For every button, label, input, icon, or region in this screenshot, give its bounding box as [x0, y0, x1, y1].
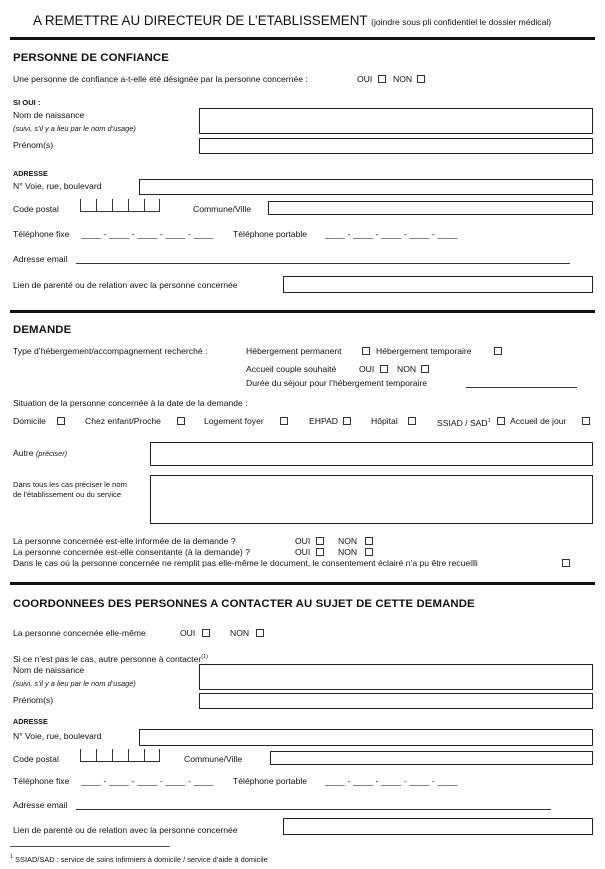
- contact-birth-name-field[interactable]: [199, 664, 593, 690]
- consenting-label: La personne concernée est-elle consentante (à la demande) ?: [13, 547, 250, 557]
- contact-self-non-label: NON: [230, 628, 250, 638]
- contact-city-label: Commune/Ville: [184, 754, 243, 764]
- consenting-non-checkbox[interactable]: [365, 548, 373, 556]
- other-field[interactable]: [150, 442, 593, 466]
- situation-label: Situation de la personne concernée à la date de la demande :: [13, 398, 248, 408]
- footnote-text: SSIAD/SAD : service de soins infirmiers à domicile / service d’aide à domicile: [15, 855, 268, 864]
- couple-label: Accueil couple souhaité: [246, 364, 337, 374]
- header-divider: [10, 37, 595, 40]
- contact-email-label: Adresse email: [13, 800, 68, 810]
- permanent-checkbox[interactable]: [362, 347, 370, 355]
- consent-note-label: Dans le cas où la personne concernée ne remplit pas elle-même le document, le consentement éclairé n’a pu être recueilli: [13, 558, 478, 568]
- contact-self-oui-label: OUI: [180, 628, 196, 638]
- trusted-birth-name-hint: (suivi, s’il y a lieu par le nom d’usage): [13, 124, 136, 133]
- trusted-city-label: Commune/Ville: [193, 204, 252, 214]
- consenting-oui-checkbox[interactable]: [316, 548, 324, 556]
- trusted-postal-code-field[interactable]: [80, 200, 160, 212]
- duration-field[interactable]: [466, 387, 577, 388]
- trusted-city-field[interactable]: [268, 201, 593, 215]
- specify-field[interactable]: [150, 475, 593, 524]
- trusted-non-label: NON: [393, 74, 413, 84]
- contact-phone-mobile-label: Téléphone portable: [233, 776, 308, 786]
- trusted-birth-name-label: Nom de naissance: [13, 110, 85, 120]
- consenting-oui-label: OUI: [295, 547, 311, 557]
- situation-ssiad-checkbox[interactable]: [497, 417, 505, 425]
- trusted-first-names-label: Prénom(s): [13, 140, 54, 150]
- contact-first-names-label: Prénom(s): [13, 695, 54, 705]
- situation-hospital-label: Hôpital: [371, 416, 398, 426]
- trusted-email-label: Adresse email: [13, 254, 68, 264]
- informed-non-checkbox[interactable]: [365, 537, 373, 545]
- trusted-non-checkbox[interactable]: [417, 75, 425, 83]
- temporary-label: Hébergement temporaire: [376, 346, 472, 356]
- contact-birth-name-hint: (suivi, s’il y a lieu par le nom d’usage): [13, 679, 136, 688]
- contact-address-heading: ADRESSE: [13, 717, 48, 726]
- couple-non-label: NON: [397, 364, 417, 374]
- situation-foyer-checkbox[interactable]: [280, 417, 288, 425]
- trusted-oui-checkbox[interactable]: [378, 75, 386, 83]
- contact-street-field[interactable]: [139, 729, 593, 746]
- informed-non-label: NON: [338, 536, 358, 546]
- contact-first-names-field[interactable]: [199, 693, 593, 709]
- trusted-street-label: N° Voie, rue, boulevard: [13, 181, 102, 191]
- trusted-address-heading: ADRESSE: [13, 169, 48, 178]
- trusted-phone-mobile-field[interactable]: ____ - ____ - ____ - ____ - ____: [325, 229, 458, 239]
- other-person-footnote-ref: (1): [201, 654, 208, 660]
- contact-birth-name-label: Nom de naissance: [13, 665, 85, 675]
- section-heading-request: DEMANDE: [13, 324, 72, 336]
- situation-day-care-label: Accueil de jour: [510, 416, 567, 426]
- page-title: [33, 13, 551, 30]
- trusted-phone-fixed-label: Téléphone fixe: [13, 229, 70, 239]
- if-yes-label: SI OUI :: [13, 98, 41, 107]
- informed-label: La personne concernée est-elle informée de la demande ?: [13, 536, 236, 546]
- situation-home-checkbox[interactable]: [57, 417, 65, 425]
- trusted-phone-fixed-field[interactable]: ____ - ____ - ____ - ____ - ____: [81, 229, 214, 239]
- trusted-first-names-field[interactable]: [199, 138, 593, 154]
- contact-self-non-checkbox[interactable]: [256, 629, 264, 637]
- trusted-postal-code-label: Code postal: [13, 204, 59, 214]
- contact-postal-code-field[interactable]: [80, 750, 160, 762]
- other-label: [13, 448, 67, 459]
- contact-self-oui-checkbox[interactable]: [202, 629, 210, 637]
- trusted-relation-field[interactable]: [283, 276, 593, 293]
- couple-oui-label: OUI: [359, 364, 375, 374]
- contact-relation-field[interactable]: [283, 818, 593, 835]
- contact-relation-label: Lien de parenté ou de relation avec la personne concernée: [13, 825, 238, 835]
- footnote: [10, 852, 268, 865]
- specify-label-line1: Dans tous les cas préciser le nom: [13, 480, 127, 489]
- couple-oui-checkbox[interactable]: [380, 365, 388, 373]
- page-title-note: (joindre sous pli confidentiel le dossier médical): [371, 17, 552, 27]
- situation-home-label: Domicile: [13, 416, 46, 426]
- section-divider-2: [10, 582, 595, 585]
- housing-type-label: Type d’hébergement/accompagnement recherché :: [13, 346, 208, 356]
- specify-label-line2: de l’établissement ou du service: [13, 490, 122, 499]
- contact-phone-mobile-field[interactable]: ____ - ____ - ____ - ____ - ____: [325, 776, 458, 786]
- contact-street-label: N° Voie, rue, boulevard: [13, 731, 102, 741]
- trusted-street-field[interactable]: [139, 179, 593, 195]
- trusted-oui-label: OUI: [357, 74, 373, 84]
- situation-ssiad-label: [437, 416, 491, 429]
- other-text: Autre: [13, 448, 34, 458]
- consent-note-checkbox[interactable]: [562, 559, 570, 567]
- situation-child-label: Chez enfant/Proche: [85, 416, 161, 426]
- trusted-birth-name-field[interactable]: [199, 108, 593, 134]
- situation-ssiad-footnote-ref: 1: [487, 418, 491, 424]
- contact-postal-code-label: Code postal: [13, 754, 59, 764]
- page-title-text: A REMETTRE AU DIRECTEUR DE L’ETABLISSEMENT: [33, 13, 368, 28]
- consenting-non-label: NON: [338, 547, 358, 557]
- footnote-marker: 1: [10, 854, 14, 860]
- trusted-relation-label: Lien de parenté ou de relation avec la personne concernée: [13, 280, 238, 290]
- situation-day-care-checkbox[interactable]: [582, 417, 590, 425]
- couple-non-checkbox[interactable]: [421, 365, 429, 373]
- situation-ehpad-checkbox[interactable]: [343, 417, 351, 425]
- situation-ehpad-label: EHPAD: [309, 416, 338, 426]
- section-divider-1: [10, 310, 595, 313]
- contact-city-field[interactable]: [270, 751, 593, 765]
- trusted-email-field[interactable]: [76, 263, 570, 264]
- other-hint: (préciser): [35, 449, 68, 458]
- contact-phone-fixed-field[interactable]: ____ - ____ - ____ - ____ - ____: [81, 776, 214, 786]
- trusted-phone-mobile-label: Téléphone portable: [233, 229, 308, 239]
- informed-oui-label: OUI: [295, 536, 311, 546]
- temporary-checkbox[interactable]: [494, 347, 502, 355]
- situation-hospital-checkbox[interactable]: [408, 417, 416, 425]
- other-person-label: [13, 652, 208, 665]
- contact-email-field[interactable]: [76, 809, 551, 810]
- situation-child-checkbox[interactable]: [177, 417, 185, 425]
- section-heading-contacts: COORDONNEES DES PERSONNES A CONTACTER AU SUJET DE CETTE DEMANDE: [13, 598, 475, 610]
- trusted-person-question: Une personne de confiance a-t-elle été désignée par la personne concernée :: [13, 74, 308, 84]
- contact-self-label: La personne concernée elle-même: [13, 628, 146, 638]
- informed-oui-checkbox[interactable]: [316, 537, 324, 545]
- situation-ssiad-text: SSIAD / SAD: [437, 418, 488, 428]
- section-heading-trusted-person: PERSONNE DE CONFIANCE: [13, 52, 169, 64]
- contact-phone-fixed-label: Téléphone fixe: [13, 776, 70, 786]
- situation-foyer-label: Logement foyer: [204, 416, 264, 426]
- other-person-text: Si ce n’est pas le cas, autre personne à contacter: [13, 654, 202, 664]
- duration-label: Durée du séjour pour l’hébergement temporaire: [246, 378, 428, 388]
- permanent-label: Hébergement permanent: [246, 346, 342, 356]
- footnote-separator: [10, 846, 170, 847]
